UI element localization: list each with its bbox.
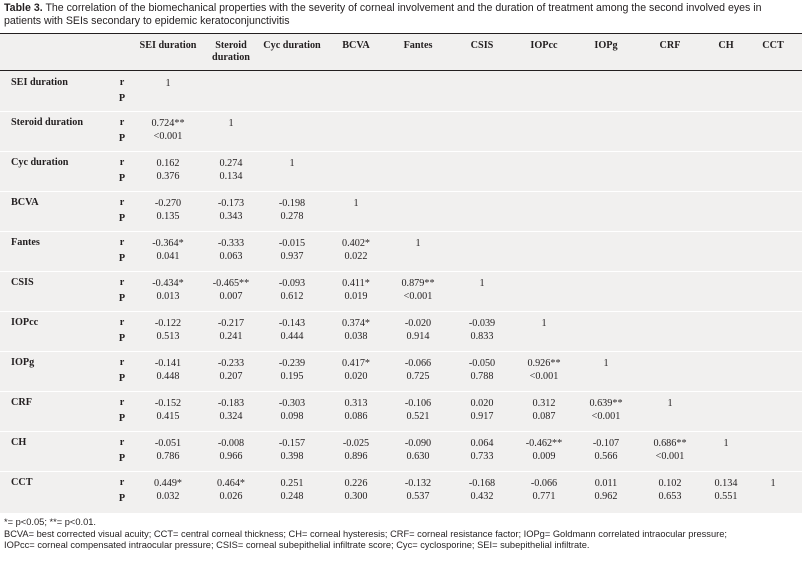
table-cell <box>515 477 573 503</box>
table-cell <box>453 437 511 463</box>
p-label: P <box>118 133 126 144</box>
table-header-rule <box>0 70 802 71</box>
table-cell <box>515 397 573 423</box>
table-cell <box>139 197 197 223</box>
p-label: P <box>118 213 126 224</box>
r-value: 0.226 <box>344 478 368 489</box>
table-cell <box>641 437 699 463</box>
table-top-rule <box>0 33 802 34</box>
r-value: 0.926** <box>527 358 561 369</box>
r-value: -0.015 <box>278 238 306 249</box>
p-value: 0.038 <box>344 331 368 342</box>
r-value: -0.173 <box>217 198 245 209</box>
table-cell <box>327 197 385 210</box>
p-value: 0.013 <box>156 291 180 302</box>
table-row-iopg <box>0 352 802 392</box>
p-value: 0.966 <box>219 451 243 462</box>
p-value: 0.537 <box>406 491 430 502</box>
row-label: IOPcc <box>11 317 39 328</box>
r-value: -0.364* <box>152 238 184 249</box>
r-value: 1 <box>541 318 547 329</box>
table-row-cct <box>0 472 802 512</box>
p-label: P <box>118 293 126 304</box>
table-cell <box>263 157 321 170</box>
r-value: -0.434* <box>152 278 184 289</box>
p-value: 0.771 <box>532 491 556 502</box>
table-cell <box>139 237 197 263</box>
p-value: 0.248 <box>280 491 304 502</box>
column-header-crf: CRF <box>659 40 681 51</box>
table-cell <box>139 477 197 503</box>
r-value: -0.141 <box>154 358 182 369</box>
p-label: P <box>118 93 126 104</box>
r-value: -0.050 <box>468 358 496 369</box>
footnote-significance: *= p<0.05; **= p<0.01. <box>4 517 97 527</box>
p-label: P <box>118 373 126 384</box>
table-cell <box>139 317 197 343</box>
r-value: -0.270 <box>154 198 182 209</box>
p-label: P <box>118 453 126 464</box>
p-value: 0.917 <box>470 411 494 422</box>
p-value: 0.343 <box>219 211 243 222</box>
r-value: -0.106 <box>404 398 432 409</box>
table-cell <box>202 157 260 183</box>
column-header-cyc-duration: Cyc duration <box>263 40 321 51</box>
p-value: 0.019 <box>344 291 368 302</box>
table-cell <box>202 317 260 343</box>
r-value: -0.122 <box>154 318 182 329</box>
r-value: 0.411* <box>342 278 370 289</box>
p-label: P <box>118 253 126 264</box>
r-value: 0.162 <box>156 158 180 169</box>
table-cell <box>139 77 197 90</box>
table-cell <box>202 277 260 303</box>
r-value: 0.449* <box>153 478 182 489</box>
r-value: -0.020 <box>404 318 432 329</box>
r-label: r <box>119 237 125 248</box>
r-value: 0.417* <box>341 358 370 369</box>
p-value: <0.001 <box>655 451 685 462</box>
p-value: 0.134 <box>219 171 243 182</box>
p-label: P <box>118 493 126 504</box>
column-header-ch: CH <box>718 40 734 51</box>
r-label: r <box>119 157 125 168</box>
table-cell <box>263 277 321 303</box>
r-value: -0.090 <box>404 438 432 449</box>
p-label: P <box>118 413 126 424</box>
p-value: 0.278 <box>280 211 304 222</box>
r-label: r <box>119 197 125 208</box>
r-value: 0.639** <box>589 398 623 409</box>
table-row-ch <box>0 432 802 472</box>
p-value: 0.630 <box>406 451 430 462</box>
row-label: Steroid duration <box>11 117 83 128</box>
p-value: 0.937 <box>280 251 304 262</box>
r-value: 0.879** <box>401 278 435 289</box>
table-cell <box>389 277 447 303</box>
table-cell <box>577 437 635 463</box>
table-cell <box>327 477 385 503</box>
p-value: 0.324 <box>219 411 243 422</box>
table-cell <box>263 197 321 223</box>
p-value: 0.032 <box>156 491 180 502</box>
r-value: 1 <box>770 478 776 489</box>
r-value: 0.402* <box>341 238 370 249</box>
r-value: 1 <box>415 238 421 249</box>
p-value: 0.725 <box>406 371 430 382</box>
r-value: 1 <box>289 158 295 169</box>
row-label: Fantes <box>11 237 40 248</box>
p-value: 0.398 <box>280 451 304 462</box>
r-label: r <box>119 317 125 328</box>
column-header-cct: CCT <box>762 40 784 51</box>
row-label: CRF <box>11 397 32 408</box>
p-value: <0.001 <box>529 371 559 382</box>
table-cell <box>327 357 385 383</box>
table-cell <box>263 477 321 503</box>
p-value: 0.020 <box>344 371 368 382</box>
p-value: 0.733 <box>470 451 494 462</box>
p-label: P <box>118 173 126 184</box>
r-value: 0.313 <box>344 398 368 409</box>
p-value: 0.300 <box>344 491 368 502</box>
column-header-steroid-duration: Steroid duration <box>212 40 250 63</box>
r-value: -0.025 <box>342 438 370 449</box>
table-cell <box>139 277 197 303</box>
r-value: -0.333 <box>217 238 245 249</box>
p-value: <0.001 <box>153 131 183 142</box>
p-value: 0.241 <box>219 331 243 342</box>
table-cell <box>389 317 447 343</box>
table-cell <box>744 477 802 490</box>
row-label: SEI duration <box>11 77 68 88</box>
table-caption <box>4 2 798 28</box>
r-label: r <box>119 117 125 128</box>
table-cell <box>202 237 260 263</box>
p-value: <0.001 <box>591 411 621 422</box>
r-value: 0.251 <box>280 478 304 489</box>
table-cell <box>515 437 573 463</box>
table-row-fantes <box>0 232 802 272</box>
p-value: 0.833 <box>470 331 494 342</box>
table-cell <box>577 477 635 503</box>
r-value: 0.064 <box>470 438 494 449</box>
r-value: -0.051 <box>154 438 182 449</box>
column-header-bcva: BCVA <box>342 40 370 51</box>
r-value: -0.198 <box>278 198 306 209</box>
table-cell <box>453 397 511 423</box>
table-cell <box>453 477 511 503</box>
p-value: 0.086 <box>344 411 368 422</box>
table-cell <box>577 397 635 423</box>
r-value: -0.168 <box>468 478 496 489</box>
table-cell <box>202 197 260 223</box>
table-row-sei-duration <box>0 72 802 112</box>
table-cell <box>327 237 385 263</box>
r-value: -0.008 <box>217 438 245 449</box>
table-cell <box>202 357 260 383</box>
table-cell <box>389 237 447 250</box>
r-value: 0.686** <box>653 438 687 449</box>
r-value: -0.143 <box>278 318 306 329</box>
r-value: -0.462** <box>525 438 563 449</box>
p-value: 0.063 <box>219 251 243 262</box>
r-value: -0.157 <box>278 438 306 449</box>
p-value: 0.788 <box>470 371 494 382</box>
p-value: 0.786 <box>156 451 180 462</box>
r-value: -0.183 <box>217 398 245 409</box>
table-cell <box>139 397 197 423</box>
footnote-abbreviations-2: IOPcc= corneal compensated intraocular pressure; CSIS= corneal subepithelial infiltrate score; Cyc= cyclosporine; SEI= subepithelial infiltrate. <box>4 540 590 551</box>
r-value: -0.093 <box>278 278 306 289</box>
r-value: -0.465** <box>212 278 250 289</box>
r-value: 1 <box>603 358 609 369</box>
table-row-cyc-duration <box>0 152 802 192</box>
p-value: 0.448 <box>156 371 180 382</box>
p-value: 0.914 <box>406 331 430 342</box>
p-value: 0.566 <box>594 451 618 462</box>
p-value: 0.195 <box>280 371 304 382</box>
p-value: 0.521 <box>406 411 430 422</box>
r-value: -0.107 <box>592 438 620 449</box>
r-value: 1 <box>228 118 234 129</box>
row-label: CSIS <box>11 277 34 288</box>
p-value: 0.551 <box>714 491 738 502</box>
table-cell <box>202 477 260 503</box>
r-value: -0.132 <box>404 478 432 489</box>
table-cell <box>515 357 573 383</box>
r-value: 0.102 <box>658 478 682 489</box>
table-row-iopcc <box>0 312 802 352</box>
table-cell <box>202 437 260 463</box>
r-value: 0.312 <box>532 398 556 409</box>
r-value: 1 <box>723 438 729 449</box>
column-header-iopcc: IOPcc <box>530 40 558 51</box>
p-value: 0.087 <box>532 411 556 422</box>
r-label: r <box>119 357 125 368</box>
p-value: 0.896 <box>344 451 368 462</box>
r-value: -0.217 <box>217 318 245 329</box>
table-cell <box>453 317 511 343</box>
r-value: -0.239 <box>278 358 306 369</box>
table-cell <box>515 317 573 330</box>
table-cell <box>139 357 197 383</box>
p-value: 0.098 <box>280 411 304 422</box>
r-value: 1 <box>165 78 171 89</box>
r-value: -0.233 <box>217 358 245 369</box>
r-value: -0.066 <box>404 358 432 369</box>
footnote-abbreviations-1: BCVA= best corrected visual acuity; CCT= central corneal thickness; CH= corneal hysteresis; CRF= corneal resistance factor; IOPg= Goldmann correlated intraocular pressure; <box>4 528 727 539</box>
r-label: r <box>119 277 125 288</box>
column-header-fantes: Fantes <box>403 40 433 51</box>
r-value: 0.724** <box>151 118 185 129</box>
r-value: 0.011 <box>594 478 618 489</box>
row-label: IOPg <box>11 357 35 368</box>
table-cell <box>389 437 447 463</box>
r-value: -0.066 <box>530 478 558 489</box>
table-row-crf <box>0 392 802 432</box>
p-value: 0.026 <box>219 491 243 502</box>
row-label: CH <box>11 437 27 448</box>
r-value: 0.134 <box>714 478 738 489</box>
r-value: 1 <box>667 398 673 409</box>
column-header-iopg: IOPg <box>594 40 618 51</box>
table-cell <box>263 397 321 423</box>
table-cell <box>263 317 321 343</box>
table-cell <box>697 437 755 450</box>
r-label: r <box>119 77 125 88</box>
r-value: 0.464* <box>216 478 245 489</box>
table-cell <box>327 317 385 343</box>
row-label: CCT <box>11 477 33 488</box>
r-label: r <box>119 397 125 408</box>
column-header-csis: CSIS <box>470 40 494 51</box>
table-cell <box>327 397 385 423</box>
p-label: P <box>118 333 126 344</box>
table-cell <box>139 437 197 463</box>
r-value: -0.303 <box>278 398 306 409</box>
table-cell <box>577 357 635 370</box>
r-value: 1 <box>479 278 485 289</box>
p-value: 0.007 <box>219 291 243 302</box>
table-cell <box>263 237 321 263</box>
table-cell <box>327 277 385 303</box>
column-header-sei-duration: SEI duration <box>139 40 197 51</box>
r-value: -0.039 <box>468 318 496 329</box>
table-cell <box>202 117 260 130</box>
p-value: 0.415 <box>156 411 180 422</box>
table-cell <box>263 437 321 463</box>
p-value: 0.444 <box>280 331 304 342</box>
table-caption-text: The correlation of the biomechanical properties with the severity of corneal involvement and the duration of treatment among the second involved eyes in patients with SEIs secondary to epidemic keratoconjunctivitis <box>4 2 762 27</box>
table-cell <box>453 357 511 383</box>
table-row-bcva <box>0 192 802 232</box>
p-value: 0.612 <box>280 291 304 302</box>
p-value: <0.001 <box>403 291 433 302</box>
table-cell <box>263 357 321 383</box>
p-value: 0.009 <box>532 451 556 462</box>
row-label: Cyc duration <box>11 157 69 168</box>
table-caption-label: Table 3. <box>4 2 43 14</box>
p-value: 0.513 <box>156 331 180 342</box>
p-value: 0.376 <box>156 171 180 182</box>
table-cell <box>389 357 447 383</box>
r-value: 1 <box>353 198 359 209</box>
p-value: 0.135 <box>156 211 180 222</box>
r-label: r <box>119 437 125 448</box>
table-cell <box>641 477 699 503</box>
table-cell <box>139 157 197 183</box>
table-cell <box>327 437 385 463</box>
r-value: 0.274 <box>219 158 243 169</box>
table-row-csis <box>0 272 802 312</box>
table-cell <box>202 397 260 423</box>
p-value: 0.962 <box>594 491 618 502</box>
row-label: BCVA <box>11 197 39 208</box>
table-cell <box>641 397 699 410</box>
r-value: 0.020 <box>470 398 494 409</box>
table-cell <box>389 397 447 423</box>
p-value: 0.041 <box>156 251 180 262</box>
r-label: r <box>119 477 125 488</box>
table-cell <box>389 477 447 503</box>
table-footnotes <box>4 517 800 552</box>
table-cell <box>453 277 511 290</box>
p-value: 0.653 <box>658 491 682 502</box>
table-row-steroid-duration <box>0 112 802 152</box>
r-value: -0.152 <box>154 398 182 409</box>
p-value: 0.207 <box>219 371 243 382</box>
p-value: 0.432 <box>470 491 494 502</box>
p-value: 0.022 <box>344 251 368 262</box>
r-value: 0.374* <box>341 318 370 329</box>
table-cell <box>139 117 197 143</box>
